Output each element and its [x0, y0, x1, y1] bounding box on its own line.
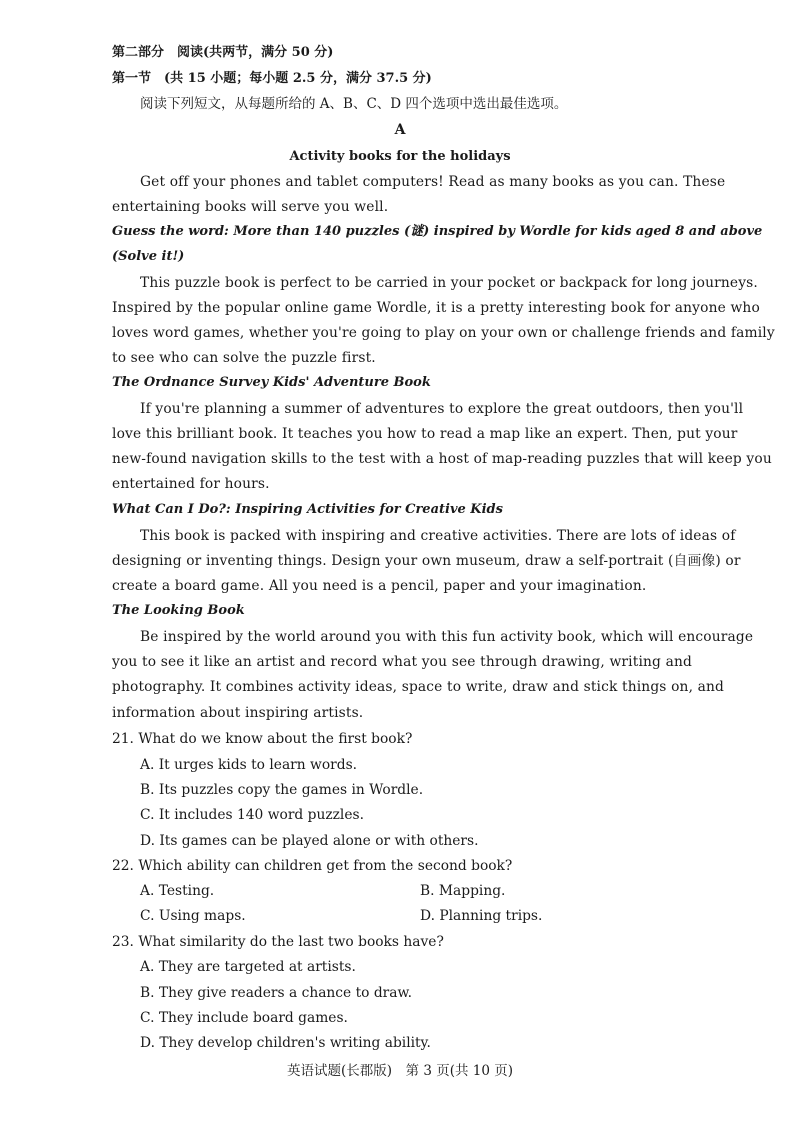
book-heading: The Ordnance Survey Kids' Adventure Book: [112, 375, 431, 390]
answer-option: C. It includes 140 word puzzles.: [140, 807, 364, 823]
answer-option: C. They include board games.: [140, 1010, 348, 1026]
intro-line: Get off your phones and tablet computers! Read as many books as you can. These: [140, 174, 726, 190]
book-body-line: designing or inventing things. Design your own museum, draw a self-portrait (自画像) or: [112, 553, 741, 569]
book-body-line: you to see it like an artist and record what you see through drawing, writing and: [112, 654, 692, 670]
part-title-text: 第二部分 阅读(共两节，满分 50 分): [112, 45, 334, 60]
book-body-line: information about inspiring artists.: [112, 705, 364, 721]
book-body-line: This puzzle book is perfect to be carried in your pocket or backpack for long journeys.: [140, 275, 758, 291]
passage-letter: A: [394, 122, 406, 138]
book-body-line: photography. It combines activity ideas, space to write, draw and stick things on, and: [112, 679, 725, 695]
answer-option: B. Mapping.: [420, 883, 506, 899]
book-body-line: Inspired by the popular online game Wordle, it is a pretty interesting book for anyone who: [112, 300, 760, 316]
book-body-line: entertained for hours.: [112, 476, 270, 492]
intro-line: entertaining books will serve you well.: [112, 199, 389, 215]
answer-option: A. It urges kids to learn words.: [140, 757, 358, 773]
book-body-line: Be inspired by the world around you with this fun activity book, which will encourage: [140, 629, 754, 645]
part-title: [112, 44, 333, 62]
answer-option: D. Planning trips.: [420, 908, 543, 924]
book-body-line: to see who can solve the puzzle first.: [112, 350, 376, 366]
passage-title: Activity books for the holidays: [289, 149, 511, 164]
book-body-line: This book is packed with inspiring and creative activities. There are lots of ideas of: [140, 528, 736, 544]
book-body-line: create a board game. All you need is a pencil, paper and your imagination.: [112, 578, 647, 594]
answer-option: A. They are targeted at artists.: [140, 959, 356, 975]
book-heading: Guess the word: More than 140 puzzles (谜) inspired by Wordle for kids aged 8 and above: [112, 224, 763, 239]
answer-option: B. Its puzzles copy the games in Wordle.: [140, 782, 424, 798]
book-body-line: new-found navigation skills to the test with a host of map-reading puzzles that will keep you: [112, 451, 772, 467]
book-body-line: loves word games, whether you're going to play on your own or challenge friends and family: [112, 325, 775, 341]
book-heading: (Solve it!): [112, 249, 185, 264]
answer-option: B. They give readers a chance to draw.: [140, 985, 413, 1001]
book-heading: What Can I Do?: Inspiring Activities for Creative Kids: [112, 502, 503, 517]
section-title: [112, 70, 432, 88]
answer-option: C. Using maps.: [140, 908, 246, 924]
instruction: 阅读下列短文，从每题所给的 A、B、C、D 四个选项中选出最佳选项。: [140, 96, 568, 112]
question-stem: 21. What do we know about the first book?: [112, 731, 413, 747]
answer-option: D. They develop children's writing ability.: [140, 1035, 431, 1051]
question-stem: 23. What similarity do the last two books have?: [112, 934, 444, 950]
book-body-line: love this brilliant book. It teaches you how to read a map like an expert. Then, put your: [112, 426, 738, 442]
book-heading: The Looking Book: [112, 603, 245, 618]
answer-option: D. Its games can be played alone or with others.: [140, 833, 479, 849]
page-footer: 英语试题(长郡版) 第 3 页(共 10 页): [287, 1063, 513, 1079]
book-body-line: If you're planning a summer of adventures to explore the great outdoors, then you'll: [140, 401, 744, 417]
question-stem: 22. Which ability can children get from the second book?: [112, 858, 513, 874]
answer-option: A. Testing.: [140, 883, 215, 899]
section-title-text: 第一节 (共 15 小题；每小题 2.5 分，满分 37.5 分): [112, 71, 432, 86]
